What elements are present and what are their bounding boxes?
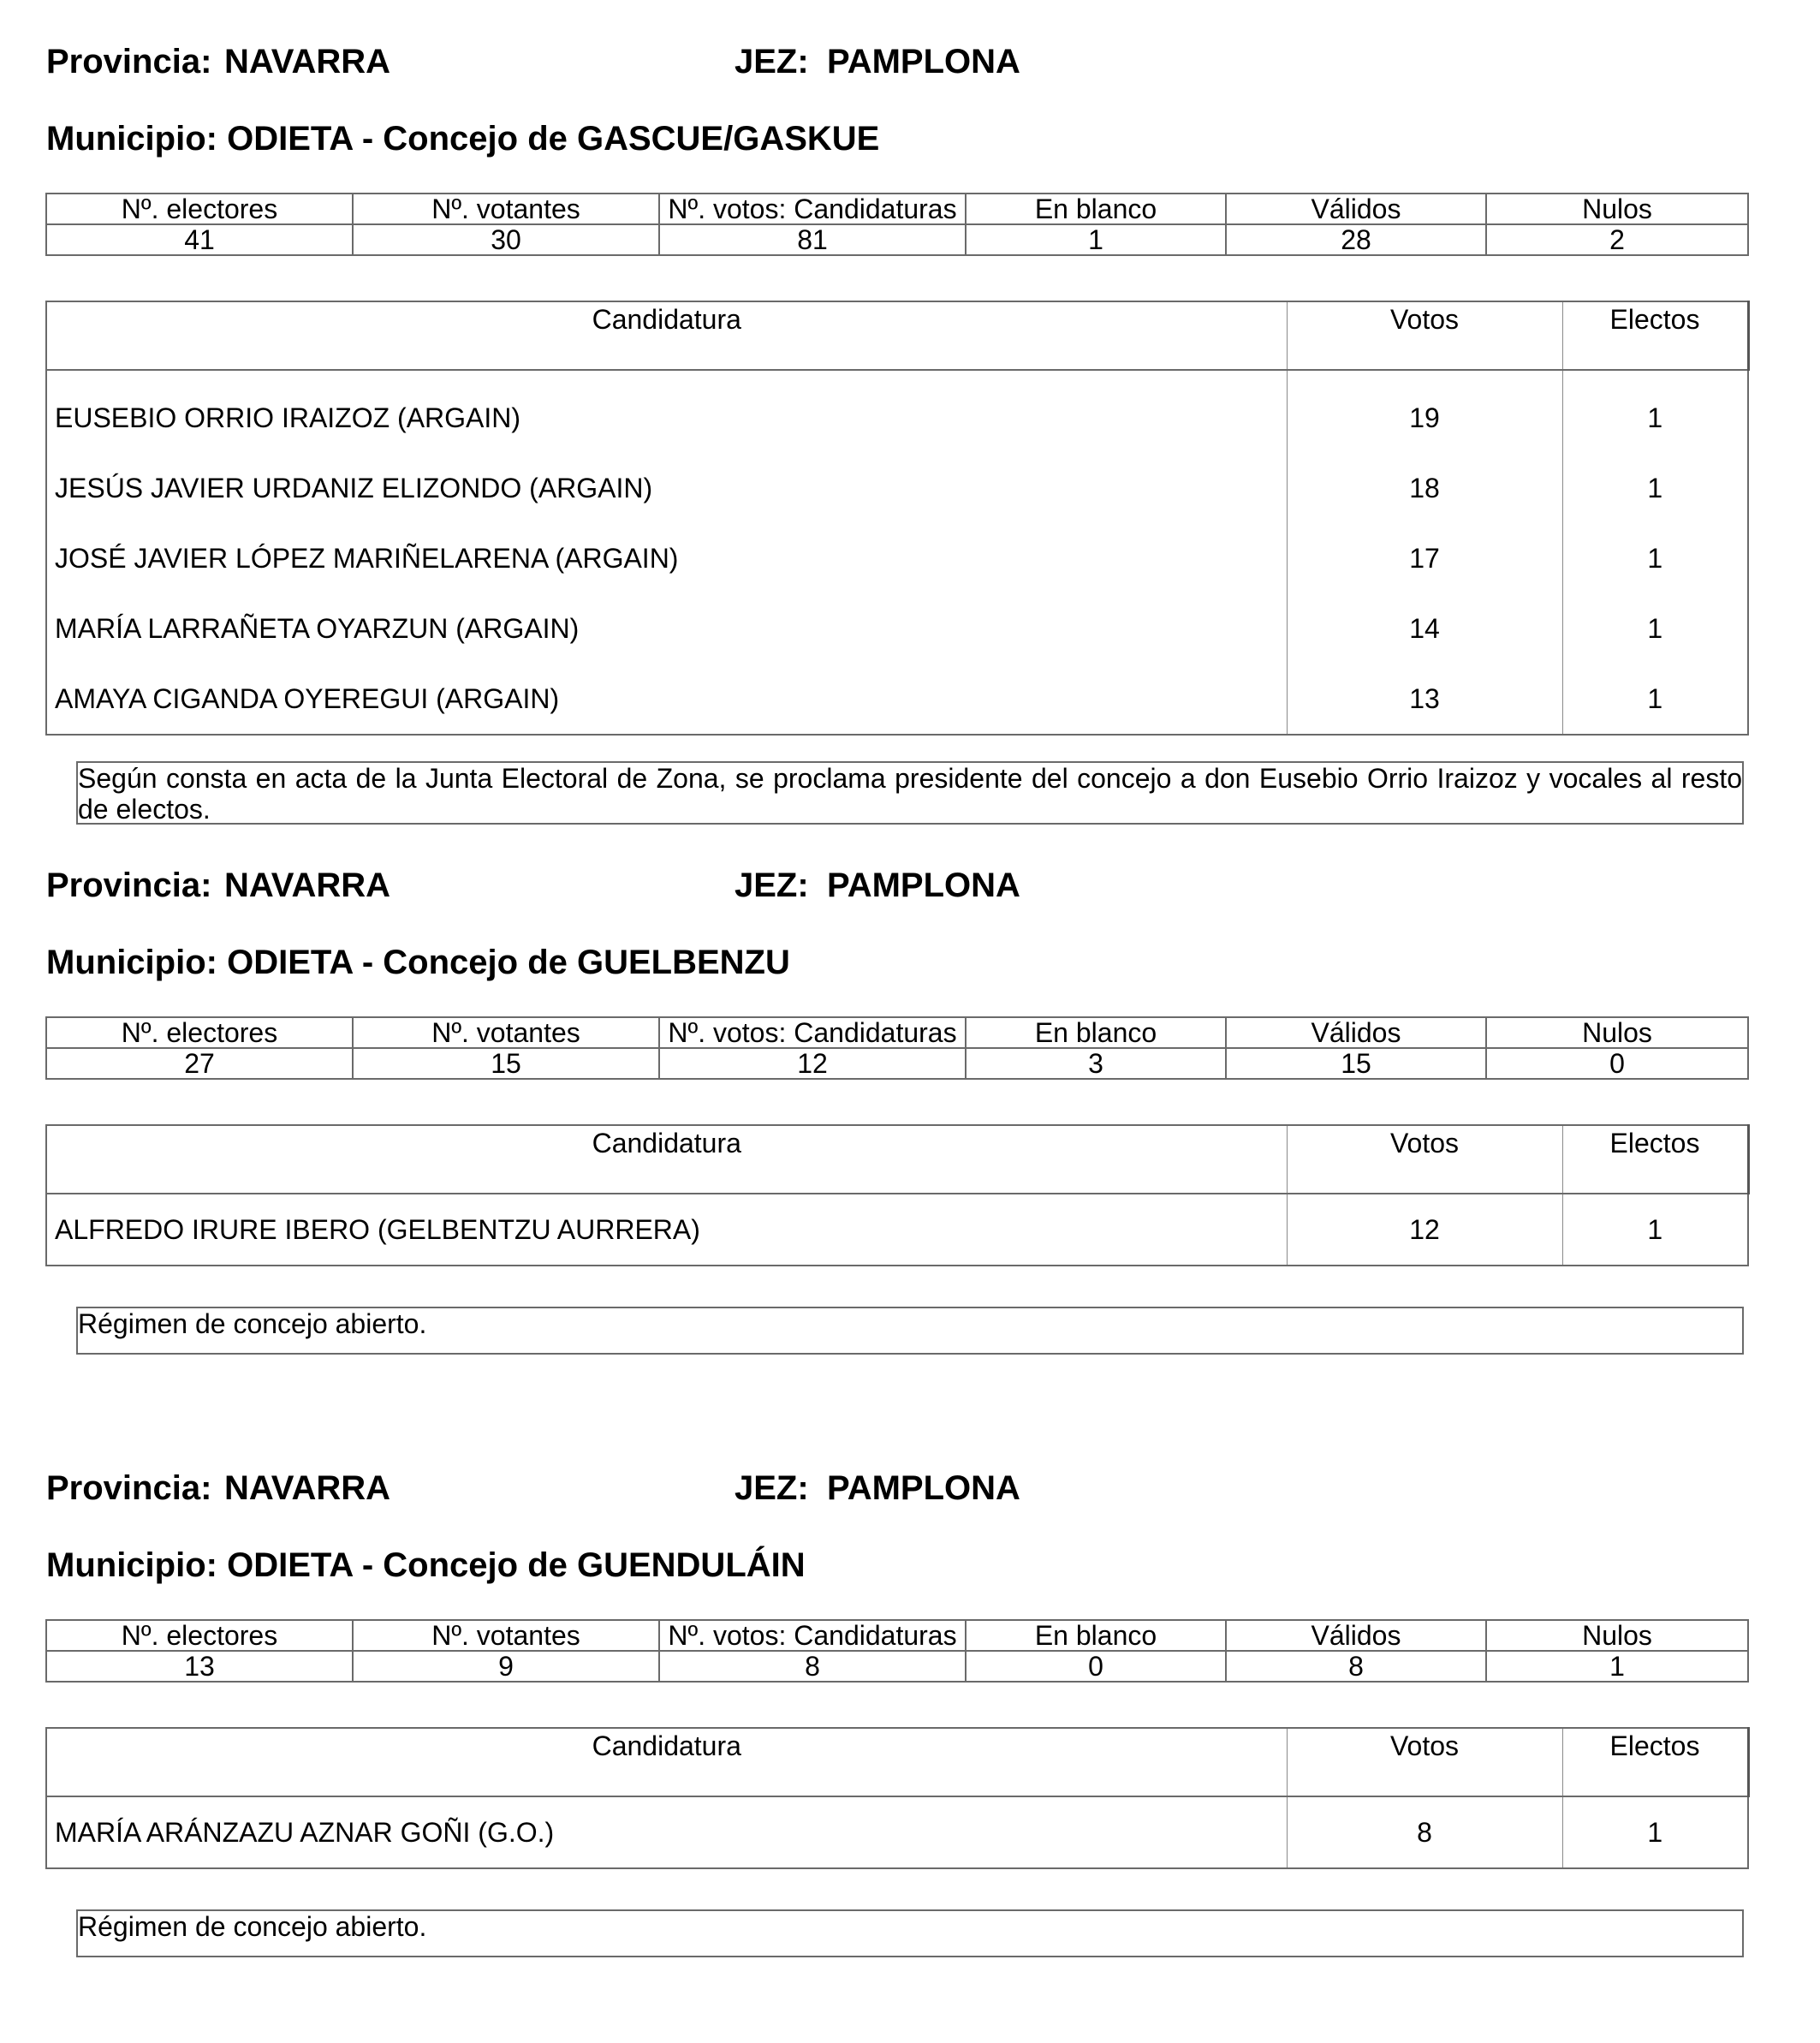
electos-header: Electos — [1562, 1125, 1748, 1194]
stats-header-cell: Nulos — [1486, 1620, 1748, 1651]
stats-value-cell: 12 — [659, 1048, 966, 1079]
stats-value-cell: 8 — [659, 1651, 966, 1682]
stats-header-cell: En blanco — [966, 1620, 1226, 1651]
stats-value-cell: 0 — [1486, 1048, 1748, 1079]
stats-header-cell: Nº. electores — [46, 194, 353, 224]
candidates-table — [45, 1727, 1750, 1869]
stats-value-cell: 28 — [1226, 224, 1486, 255]
stats-header-cell: Nº. electores — [46, 1620, 353, 1651]
votos-header: Votos — [1287, 1125, 1562, 1194]
candidate-row — [46, 664, 1748, 735]
candidate-votes: 14 — [1287, 593, 1562, 664]
stats-value-row — [46, 224, 1748, 255]
candidate-row — [46, 1194, 1748, 1266]
candidatura-header: Candidatura — [46, 1125, 1287, 1194]
jez-label: JEZ: — [735, 1469, 809, 1507]
provincia-value: NAVARRA — [224, 1469, 391, 1507]
stats-value-cell: 81 — [659, 224, 966, 255]
candidate-votes: 13 — [1287, 664, 1562, 735]
stats-table — [45, 1619, 1749, 1683]
stats-header-row — [46, 1017, 1748, 1048]
stats-value-cell: 13 — [46, 1651, 353, 1682]
stats-table — [45, 1016, 1749, 1080]
section-gascue — [0, 0, 1820, 825]
stats-value-cell: 15 — [1226, 1048, 1486, 1079]
candidate-row — [46, 593, 1748, 664]
stats-value-row — [46, 1651, 1748, 1682]
candidate-row — [46, 453, 1748, 523]
stats-header-cell: Nº. electores — [46, 1017, 353, 1048]
municipio-title: Municipio: ODIETA - Concejo de GASCUE/GASKUE — [46, 120, 880, 158]
candidate-elected: 1 — [1562, 1796, 1748, 1868]
candidate-row — [46, 1796, 1748, 1868]
electos-header: Electos — [1562, 301, 1748, 370]
provincia-label: Provincia: — [46, 43, 212, 80]
candidate-votes: 12 — [1287, 1194, 1562, 1266]
candidatura-header: Candidatura — [46, 301, 1287, 370]
candidate-name: ALFREDO IRURE IBERO (GELBENTZU AURRERA) — [46, 1194, 1287, 1266]
stats-header-cell: En blanco — [966, 194, 1226, 224]
stats-value-cell: 2 — [1486, 224, 1748, 255]
candidate-name: JOSÉ JAVIER LÓPEZ MARIÑELARENA (ARGAIN) — [46, 523, 1287, 593]
section-guelbenzu — [0, 824, 1820, 1440]
stats-header-cell: Nº. votantes — [353, 1017, 659, 1048]
candidate-name: EUSEBIO ORRIO IRAIZOZ (ARGAIN) — [46, 370, 1287, 453]
stats-header-cell: Nº. votos: Candidaturas — [659, 194, 966, 224]
candidate-elected: 1 — [1562, 1194, 1748, 1266]
electos-header: Electos — [1562, 1728, 1748, 1796]
candidate-name: MARÍA ARÁNZAZU AZNAR GOÑI (G.O.) — [46, 1796, 1287, 1868]
provincia-value: NAVARRA — [224, 43, 391, 80]
stats-header-cell: Nulos — [1486, 1017, 1748, 1048]
stats-header-cell: Válidos — [1226, 1017, 1486, 1048]
votos-header: Votos — [1287, 301, 1562, 370]
candidates-header-row — [46, 301, 1748, 370]
stats-header-row — [46, 1620, 1748, 1651]
section-note: Régimen de concejo abierto. — [76, 1909, 1744, 1957]
stats-value-cell: 1 — [1486, 1651, 1748, 1682]
stats-value-row — [46, 1048, 1748, 1079]
stats-value-cell: 9 — [353, 1651, 659, 1682]
municipio-title: Municipio: ODIETA - Concejo de GUELBENZU — [46, 944, 790, 981]
candidate-name: JESÚS JAVIER URDANIZ ELIZONDO (ARGAIN) — [46, 453, 1287, 523]
section-note: Según consta en acta de la Junta Electoral de Zona, se proclama presidente del concejo a don Eusebio Orrio Iraizoz y vocales al resto de electos. — [78, 763, 1742, 825]
candidate-elected: 1 — [1562, 664, 1748, 735]
candidate-elected: 1 — [1562, 370, 1748, 453]
stats-value-cell: 27 — [46, 1048, 353, 1079]
stats-value-cell: 1 — [966, 224, 1226, 255]
candidate-votes: 8 — [1287, 1796, 1562, 1868]
candidate-name: AMAYA CIGANDA OYEREGUI (ARGAIN) — [46, 664, 1287, 735]
candidate-votes: 19 — [1287, 370, 1562, 453]
candidate-votes: 18 — [1287, 453, 1562, 523]
jez-label: JEZ: — [735, 867, 809, 904]
stats-value-cell: 41 — [46, 224, 353, 255]
candidatura-header: Candidatura — [46, 1728, 1287, 1796]
candidates-table — [45, 1124, 1750, 1266]
provincia-label: Provincia: — [46, 867, 212, 904]
stats-header-row — [46, 194, 1748, 224]
jez-value: PAMPLONA — [827, 1469, 1020, 1507]
municipio-title: Municipio: ODIETA - Concejo de GUENDULÁIN — [46, 1546, 806, 1584]
candidate-votes: 17 — [1287, 523, 1562, 593]
jez-value: PAMPLONA — [827, 43, 1020, 80]
stats-header-cell: En blanco — [966, 1017, 1226, 1048]
candidates-header-row — [46, 1125, 1748, 1194]
candidates-header-row — [46, 1728, 1748, 1796]
stats-header-cell: Nº. votantes — [353, 194, 659, 224]
stats-header-cell: Válidos — [1226, 194, 1486, 224]
stats-value-cell: 15 — [353, 1048, 659, 1079]
section-guendulain — [0, 1427, 1820, 2043]
candidate-elected: 1 — [1562, 593, 1748, 664]
candidate-row — [46, 523, 1748, 593]
provincia-label: Provincia: — [46, 1469, 212, 1507]
stats-value-cell: 30 — [353, 224, 659, 255]
stats-header-cell: Nº. votos: Candidaturas — [659, 1017, 966, 1048]
stats-value-cell: 3 — [966, 1048, 1226, 1079]
stats-value-cell: 8 — [1226, 1651, 1486, 1682]
candidate-row — [46, 370, 1748, 453]
stats-header-cell: Válidos — [1226, 1620, 1486, 1651]
stats-value-cell: 0 — [966, 1651, 1226, 1682]
stats-header-cell: Nulos — [1486, 194, 1748, 224]
candidate-elected: 1 — [1562, 453, 1748, 523]
provincia-value: NAVARRA — [224, 867, 391, 904]
stats-header-cell: Nº. votos: Candidaturas — [659, 1620, 966, 1651]
stats-header-cell: Nº. votantes — [353, 1620, 659, 1651]
candidate-name: MARÍA LARRAÑETA OYARZUN (ARGAIN) — [46, 593, 1287, 664]
votos-header: Votos — [1287, 1728, 1562, 1796]
section-note: Régimen de concejo abierto. — [76, 1307, 1744, 1355]
jez-label: JEZ: — [735, 43, 809, 80]
candidate-elected: 1 — [1562, 523, 1748, 593]
stats-table — [45, 193, 1749, 256]
candidates-table — [45, 301, 1750, 736]
jez-value: PAMPLONA — [827, 867, 1020, 904]
